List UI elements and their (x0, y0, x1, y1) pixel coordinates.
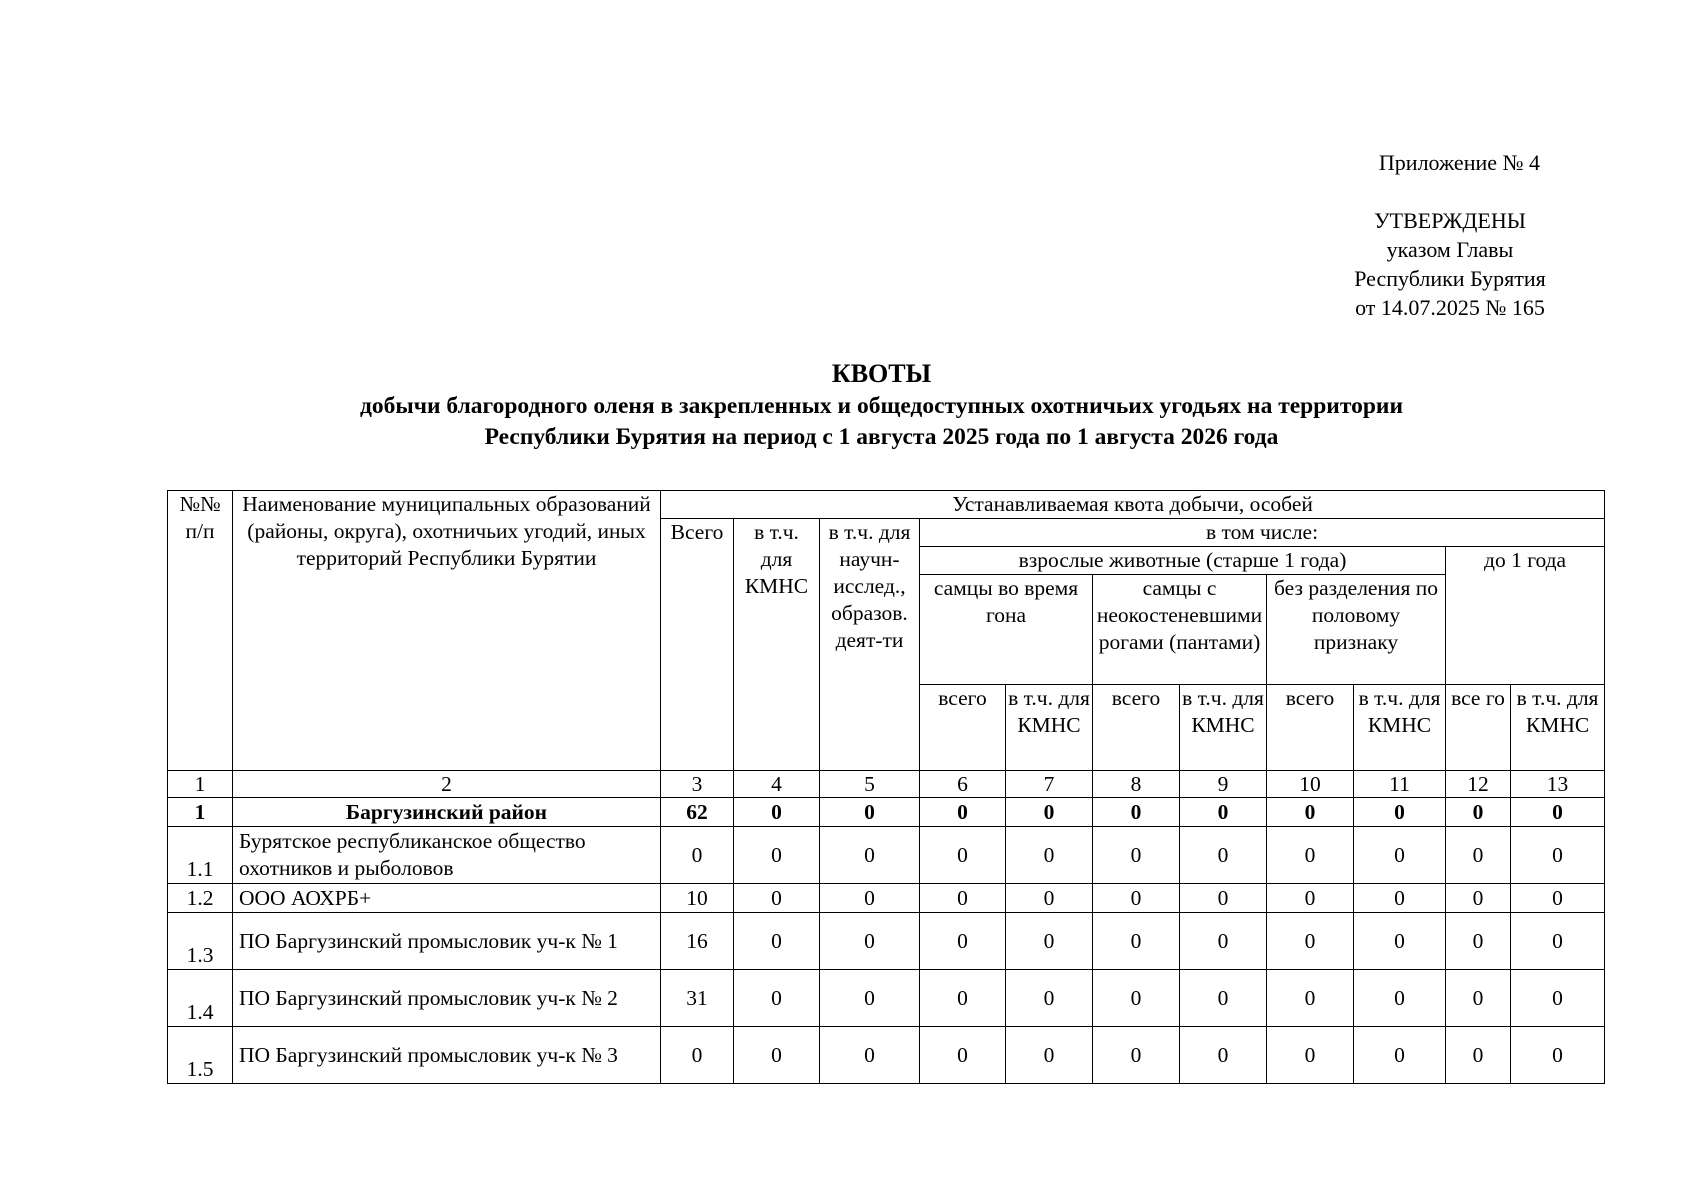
row-number: 1.3 (168, 913, 233, 970)
approved-by: указом Главы (1386, 237, 1514, 262)
table-row (168, 884, 1605, 913)
hunting-ground-name: ПО Баргузинский промысловик уч-к № 3 (233, 1027, 661, 1084)
table-row (168, 913, 1605, 970)
table-cell: 0 (920, 798, 1006, 827)
table-cell: 10 (661, 884, 734, 913)
header-incl-kmns: в т.ч. для КМНС (1006, 685, 1093, 771)
row-number: 1.5 (168, 1027, 233, 1084)
table-cell: 0 (1006, 913, 1093, 970)
hunting-ground-name: ПО Баргузинский промысловик уч-к № 2 (233, 970, 661, 1027)
table-cell: 0 (1180, 798, 1267, 827)
header-vsego: всего (1093, 685, 1180, 771)
table-cell: 0 (1006, 1027, 1093, 1084)
table-cell: 0 (820, 827, 920, 884)
table-cell: 0 (1006, 798, 1093, 827)
header-row (168, 491, 1605, 519)
column-number: 8 (1093, 771, 1180, 798)
column-number: 12 (1446, 771, 1511, 798)
approved-republic: Республики Бурятия (1354, 266, 1546, 291)
table-cell: 0 (1354, 798, 1446, 827)
table-cell: 0 (1354, 970, 1446, 1027)
header-vsego: всего (920, 685, 1006, 771)
table-cell: 0 (820, 884, 920, 913)
hunting-ground-name: ООО АОХРБ+ (233, 884, 661, 913)
table-cell: 0 (820, 913, 920, 970)
table-cell: 0 (1093, 798, 1180, 827)
header-incl-kmns: в т.ч. для КМНС (1180, 685, 1267, 771)
header-col-name: Наименование муниципальных образований (районы, округа), охотничьих угодий, иных территорий Республики Бурятии (233, 491, 661, 771)
header-total: Всего (661, 519, 734, 771)
header-incl-kmns: в т.ч. для КМНС (1511, 685, 1605, 771)
header-under-1-year: до 1 года (1446, 547, 1605, 685)
hunting-ground-name: ПО Баргузинский промысловик уч-к № 1 (233, 913, 661, 970)
table-cell: 0 (734, 970, 820, 1027)
hunting-ground-name: Бурятское республиканское общество охотников и рыболовов (233, 827, 661, 884)
table-cell: 0 (1267, 884, 1354, 913)
table-cell: 0 (734, 1027, 820, 1084)
page-title: КВОТЫ (831, 359, 932, 388)
column-number: 13 (1511, 771, 1605, 798)
approved-date-number: от 14.07.2025 № 165 (1355, 295, 1545, 320)
column-number: 9 (1180, 771, 1267, 798)
table-cell: 0 (1446, 798, 1511, 827)
table-cell: 16 (661, 913, 734, 970)
table-cell: 0 (661, 1027, 734, 1084)
table-cell: 0 (1180, 1027, 1267, 1084)
approved-label: УТВЕРЖДЕНЫ (1374, 208, 1526, 233)
district-total-row (168, 798, 1605, 827)
header-col-no: №№ п/п (168, 491, 233, 771)
header-including: в том числе: (920, 519, 1605, 547)
table-cell: 0 (1354, 913, 1446, 970)
table-cell: 0 (1180, 884, 1267, 913)
table-cell: 0 (1446, 1027, 1511, 1084)
quota-table (167, 490, 1605, 1084)
table-cell: 62 (661, 798, 734, 827)
table-cell: 0 (1511, 1027, 1605, 1084)
header-adults: взрослые животные (старше 1 года) (920, 547, 1446, 575)
table-cell: 0 (920, 970, 1006, 1027)
row-number: 1.4 (168, 970, 233, 1027)
table-cell: 31 (661, 970, 734, 1027)
table-row (168, 827, 1605, 884)
table-cell: 0 (820, 798, 920, 827)
table-cell: 0 (920, 1027, 1006, 1084)
table-cell: 0 (1267, 970, 1354, 1027)
column-number: 3 (661, 771, 734, 798)
header-vsego: всего (1267, 685, 1354, 771)
table-cell: 0 (1180, 913, 1267, 970)
table-cell: 0 (1446, 827, 1511, 884)
header-males-antlers: самцы с неокостеневшими рогами (пантами) (1093, 575, 1267, 685)
table-cell: 0 (1267, 798, 1354, 827)
table-cell: 0 (1511, 970, 1605, 1027)
table-cell: 0 (734, 798, 820, 827)
table-cell: 0 (734, 827, 820, 884)
table-cell: 0 (1354, 1027, 1446, 1084)
header-vsego: все го (1446, 685, 1511, 771)
table-row (168, 970, 1605, 1027)
subtitle-line-1: добычи благородного оленя в закрепленных и общедоступных охотничьих угодьях на территории (360, 393, 1403, 419)
table-cell: 0 (920, 827, 1006, 884)
column-number: 10 (1267, 771, 1354, 798)
table-cell: 0 (1511, 884, 1605, 913)
table-cell: 0 (1511, 827, 1605, 884)
table-cell: 0 (1180, 827, 1267, 884)
document-title (168, 357, 1595, 453)
header-kmns: в т.ч. для КМНС (734, 519, 820, 771)
table-cell: 0 (1446, 913, 1511, 970)
table-cell: 0 (1446, 970, 1511, 1027)
row-number: 1 (168, 798, 233, 827)
table-cell: 0 (1006, 827, 1093, 884)
table-cell: 0 (661, 827, 734, 884)
header-incl-kmns: в т.ч. для КМНС (1354, 685, 1446, 771)
table-row (168, 1027, 1605, 1084)
row-number: 1.1 (168, 827, 233, 884)
header-research: в т.ч. для научн-исслед., образов. деят-ти (820, 519, 920, 771)
table-cell: 0 (734, 884, 820, 913)
row-number: 1.2 (168, 884, 233, 913)
table-cell: 0 (920, 884, 1006, 913)
district-name: Баргузинский район (233, 798, 661, 827)
header-quota: Устанавливаемая квота добычи, особей (661, 491, 1605, 519)
column-number: 6 (920, 771, 1006, 798)
column-number: 2 (233, 771, 661, 798)
header-males-rut: самцы во время гона (920, 575, 1093, 685)
column-number-row (168, 771, 1605, 798)
table-cell: 0 (1267, 1027, 1354, 1084)
table-cell: 0 (820, 1027, 920, 1084)
table-cell: 0 (1006, 970, 1093, 1027)
table-cell: 0 (1093, 827, 1180, 884)
table-cell: 0 (1093, 913, 1180, 970)
subtitle-line-2: Республики Бурятия на период с 1 августа 2025 года по 1 августа 2026 года (484, 424, 1279, 450)
table-cell: 0 (1180, 970, 1267, 1027)
table-cell: 0 (1006, 884, 1093, 913)
column-number: 7 (1006, 771, 1093, 798)
table-cell: 0 (1267, 827, 1354, 884)
column-number: 11 (1354, 771, 1446, 798)
table-cell: 0 (1511, 913, 1605, 970)
table-cell: 0 (820, 970, 920, 1027)
table-cell: 0 (1354, 884, 1446, 913)
column-number: 4 (734, 771, 820, 798)
table-cell: 0 (1093, 970, 1180, 1027)
table-cell: 0 (1354, 827, 1446, 884)
table-cell: 0 (920, 913, 1006, 970)
header-no-sex: без разделения по половому признаку (1267, 575, 1446, 685)
table-cell: 0 (1511, 798, 1605, 827)
annex-label: Приложение № 4 (1378, 150, 1540, 175)
column-number: 5 (820, 771, 920, 798)
table-cell: 0 (1093, 884, 1180, 913)
table-cell: 0 (1446, 884, 1511, 913)
table-cell: 0 (1093, 1027, 1180, 1084)
table-cell: 0 (1267, 913, 1354, 970)
approval-block (1300, 148, 1560, 322)
column-number: 1 (168, 771, 233, 798)
table-cell: 0 (734, 913, 820, 970)
